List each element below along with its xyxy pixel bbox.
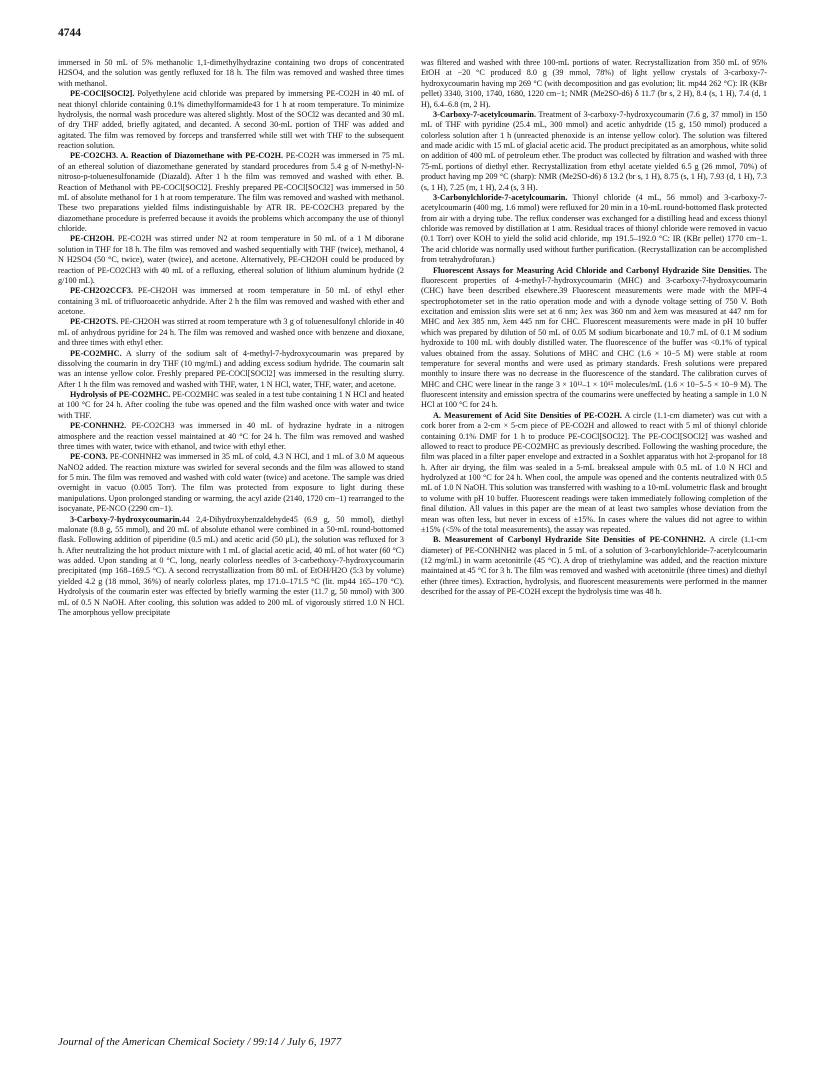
section-heading: 3-Carbonylchloride-7-acetylcoumarin. xyxy=(433,192,568,202)
paragraph xyxy=(58,317,404,348)
section-heading: PE-CH2OTS. xyxy=(70,317,118,327)
paragraph-text: PE-CO2CH3 was immersed in 40 mL of hydrazine hydrate in a nitrogen atmosphere and the reaction vessel maintained at 40 °C for 24 h. The film was removed and washed three times with water, twice with ethanol, and twice with ethyl ether. xyxy=(58,421,404,451)
section-heading: Fluorescent Assays for Measuring Acid Chloride and Carbonyl Hydrazide Site Densities. xyxy=(433,265,752,275)
section-heading: 3-Carboxy-7-hydroxycoumarin. xyxy=(70,514,182,524)
right-column xyxy=(421,58,767,598)
paragraph-text: PE-CO2MHC was sealed in a test tube containing 1 N HCl and heated at 100 °C for 24 h. After cooling the tube was opened and the film washed once with water and twice with THF. xyxy=(58,390,404,420)
paragraph xyxy=(58,515,404,619)
paragraph-text: PE-CO2H was stirred under N2 at room temperature in 50 mL of a 1 M diborane solution in THF for 18 h. The film was removed and washed sequentially with THF (twice), methanol, 4 N H2SO4 (50 °C, twice), water (twice), and acetone. Alternatively, PE-CH2OH could be produced by reaction of PE-CO2CH3 with 40 mL of a refluxing, ethereal solution of lithium aluminum hydride (2 g/100 mL). xyxy=(58,234,404,285)
paragraph xyxy=(421,266,767,411)
paragraph-text: A slurry of the sodium salt of 4-methyl-7-hydroxycoumarin was prepared by dissolving the coumarin in dry THF (10 mg/mL) and adding excess sodium hydride. The coumarin salt was an intense yellow color. Freshly prepared PE-COCl[SOCl2] was immersed in the resulting slurry. After 1 h the film was removed and washed with THF, water, 1 N HCl, water, THF, water, and acetone. xyxy=(58,348,404,389)
paragraph-text: Thionyl chloride (4 mL, 56 mmol) and 3-carboxy-7-acetylcoumarin (400 mg, 1.6 mmol) were refluxed for 20 min in a 10-mL round-bottomed flask protected from air with a drying tube. The reflux condenser was exchanged for a distilling head and excess thionyl chloride was removed by distillation at 1 atm. Residual traces of thionyl chloride were removed in vacuo (0.1 Torr) over KOH to yield the solid acid chloride, mp 191.5–192.0 °C: IR (KBr pellet) 1770 cm−1. The acid chloride was normally used without further purification. (Recrystallization can be accomplished from tetrahydrofuran.) xyxy=(421,192,767,265)
section-heading: Hydrolysis of PE-CO2MHC. xyxy=(70,390,171,399)
section-heading: B. Measurement of Carbonyl Hydrazide Site Densities of PE-CONHNH2. xyxy=(433,535,706,545)
paragraph-text: 44 2,4-Dihydroxybenzaldehyde45 (6.9 g, 50 mmol), diethyl malonate (8.8 g, 55 mmol), and 20 mL of absolute ethanol were combined in a 50-mL round-bottomed flask. Following addition of piperidine (0.5 mL) and acetic acid (50 μL), the solution was refluxed for 3 h. After neutralizing the hot product mixture with 1 mL of glacial acetic acid, 40 mL of hot water (60 °C) was added. Upon standing at 0 °C, long, nearly colorless needles of 3-carbethoxy-7-hydroxycoumarin precipitated (mp 168–169.5 °C). A second recrystallization from 80 mL of EtOH/H2O (5:3 by volume) yielded 4.2 g (18 mmol, 36%) of nearly colorless plates, mp 171.0–171.5 °C (lit. mp44 165–170 °C). Hydrolysis of the coumarin ester was effected by briefly warming the ester (11.7 g, 50 mmol) with 300 mL of 0.5 N NaOH. After cooling, this solution was added to 200 mL of vigorously stirred 1.0 N HCl. The amorphous yellow precipitate xyxy=(58,514,404,617)
paragraph-text: Polyethylene acid chloride was prepared by immersing PE-CO2H in 40 mL of neat thionyl chloride containing 0.1% dimethylformamide43 for 1 h at room temperature. To minimize hydrolysis, the normal wash procedure was altered slightly. Most of the SOCl2 was decanted and 30 mL of dry THF added, briefly agitated, and decanted. A second 30-mL portion of THF was added and agitated. The film was removed by forceps and transferred while still wet with THF to the subsequent reaction solution. xyxy=(58,89,404,150)
paragraph xyxy=(421,411,767,536)
paragraph xyxy=(58,151,404,234)
section-heading: PE-CO2CH3. A. Reaction of Diazomethane with PE-CO2H. xyxy=(70,151,284,161)
paragraph xyxy=(421,193,767,266)
paragraph xyxy=(58,349,404,391)
paragraph xyxy=(421,58,767,110)
paragraph xyxy=(421,110,767,193)
paragraph-text: PE-CH2OH was immersed at room temperature in 50 mL of ethyl ether containing 3 mL of trifluoroacetic anhydride. After 2 h the film was removed and washed with ether and acetone. xyxy=(58,286,404,316)
paragraph-text: immersed in 50 mL of 5% methanolic 1,1-dimethylhydrazine containing two drops of concentrated H2SO4, and the solution was gently refluxed for 18 h. The film was removed and washed three times with methanol. xyxy=(58,58,404,88)
paragraph xyxy=(58,421,404,452)
section-heading: PE-CONHNH2. xyxy=(70,421,127,431)
paragraph-text: PE-CO2H was immersed in 75 mL of an ethereal solution of diazomethane generated by standard procedures from 5.4 g of N-methyl-N-nitroso-p-toluenesulfonamide (Diazald). After 1 h the film was removed and washed with ether. B. Reaction of Methanol with PE-COCl[SOCl2]. Freshly prepared PE-COCl[SOCl2] was immersed in 50 mL of absolute methanol for 1 h at room temperature. The film was removed and washed with methanol. These two preparations yielded films indistinguishable by ATR IR. PE-CO2CH3 prepared by the diazomethane procedure is preferred because it avoids the problems which accompany the use of thionyl chloride. xyxy=(58,151,404,233)
section-heading: PE-CH2O2CCF3. xyxy=(70,286,133,296)
journal-footer: Journal of the American Chemical Society / 99:14 / July 6, 1977 xyxy=(58,1036,342,1048)
paragraph-text: was filtered and washed with three 100-mL portions of water. Recrystallization from 350 mL of 95% EtOH at −20 °C produced 8.0 g (39 mmol, 78%) of light yellow crystals of 3-carboxy-7-hydroxycoumarin having mp 269 °C (with decomposition and gas evolution; lit. mp44 262 °C): IR (KBr pellet) 3340, 3100, 1740, 1680, 1220 cm−1; NMR (Me2SO-d6) δ 11.7 (br s, 2 H), 8.4 (s, 1 H), 7.4 (d, 1 H), 6.4–6.8 (m, 2 H). xyxy=(421,58,767,109)
paragraph-text: PE-CH2OH was stirred at room temperature wth 3 g of toluenesulfonyl chloride in 40 mL of anhydrous pyridine for 24 h. The film was removed and washed once with benzene and dioxane, and three times with ethyl ether. xyxy=(58,317,404,348)
paragraph xyxy=(58,89,404,151)
section-heading: 3-Carboxy-7-acetylcoumarin. xyxy=(433,109,537,119)
section-heading: PE-CO2MHC. xyxy=(70,348,122,358)
paragraph-text: A circle (1.1-cm diameter) of PE-CONHNH2 was placed in 5 mL of a solution of 3-carbonylchloride-7-acetylcoumarin (12 mg/mL) in warm acetonitrile (45 °C). A drop of triethylamine was added, and the reaction mixture maintained at 45 °C for 3 h. The film was removed and washed with acetonitrile (three times) and diethyl ether (three times). Extraction, hydrolysis, and fluorescent measurements were performed in the manner described for the assay of PE-CO2H except the hydrolysis time was 48 h. xyxy=(421,535,767,597)
section-heading: PE-COCl[SOCl2]. xyxy=(70,89,135,99)
paragraph xyxy=(421,535,767,597)
paragraph xyxy=(58,390,404,421)
paragraph-text: A circle (1.1-cm diameter) was cut with a cork borer from a 2-cm × 5-cm piece of PE-CO2H and allowed to react with 5 ml of thionyl chloride containing 0.1% DMF for 1 h to produce PE-COCl[SOCl2]. The PE-COCl[SOCl2] was washed and allowed to react to produce PE-CO2MHC as previously described. Following the washing procedure, the film was placed in a filter paper envelope and extracted in a Soxhlet apparatus with hot 2-propanol for 18 h. After air drying, the film was sealed in a 5-mL breakseal ampule with 0.5 mL of 1.0 N HCl and hydrolyzed at 100 °C for 24 h. When cool, the ampule was opened and the contents neutralized with 0.5 mL of 1.0 N NaOH. This solution was transferred with washing to a 10-mL volumetric flask and brought to volume with pH 10 buffer. Fluorescent readings were taken immediately following completion of the final dilution. All values in this paper are the mean of at least two samples whose deviation from the mean was often less, but never in excess of ±15%. In cases where the values did not agree to within ±15% (<5% of the total measurements), the assay was repeated. xyxy=(421,410,767,534)
paragraph-text: PE-CONHNH2 was immersed in 35 mL of cold, 4.3 N HCl, and 1 mL of 3.0 M aqueous NaNO2 added. The reaction mixture was swirled for several seconds and the film was allowed to stand for 5 min. The film was removed and washed with cold water (twice) and acetone. The sample was dried overnight in vacuo (0.005 Torr). The film was protected from exposure to light during these manipulations. Upon prolonged standing or warming, the acyl azide (2140, 1720 cm−1) rearranged to the isocyanate, PE-NCO (2290 cm−1). xyxy=(58,452,404,514)
paragraph-text: Treatment of 3-carboxy-7-hydroxycoumarin (7.6 g, 37 mmol) in 150 mL of THF with pyridine (25.4 mL, 300 mmol) and acetic anhydride (15 g, 150 mmol) produced a colorless solution after 1 h (unreacted phenoxide is an intense yellow color). The solution was filtered and made acidic with 15 mL of glacial acetic acid. The product precipitated as an amorphous, white solid on addition of 400 mL of petroleum ether. The product was collected by filtration and washed with three 75-mL portions of diethyl ether. Recrystallization from ethyl acetate yielded 6.5 g (26 mmol, 70%) of product having mp 209 °C (sharp): NMR (Me2SO-d6) δ 13.2 (br s, 1 H), 8.75 (s, 1 H), 7.93 (d, 1 H), 7.3 (s, 1 H), 7.25 (m, 1 H), 2.4 (s, 3 H). xyxy=(421,109,767,192)
paragraph xyxy=(58,234,404,286)
paragraph-text: The fluorescent properties of 4-methyl-7-hydroxycoumarin (MHC) and 3-carboxy-7-hydroxycoumarin (CHC) have been described elsewhere.39 Fluorescent measurements were made with the MPF-4 spectrophotometer set in the ratio operation mode and with a dynode voltage setting of 750 V. Both excitation and emission slits were set at 6 nm; λex was 360 nm and λem was measured at 447 nm for MHC and λex 385 nm, λem 445 nm for CHC. Fluorescent measurements were made in pH 10 buffer which was prepared by dilution of 50 mL of 0.05 M sodium bicarbonate and 10.7 mL of 0.1 M sodium hydroxide to 100 mL with doubly distilled water. The fluorescence of the buffer was <0.1% of typical values obtained from the assay. Solutions of MHC and CHC (1.6 × 10−5 M) were stable at room temperature for several months and were used as primary standards. Fresh solutions were prepared monthly to insure there was no decrease in the fluorescence of the standard. The calibration curves of MHC and CHC were linear in the range 3 × 10¹²–1 × 10¹⁵ molecules/mL (1.6 × 10−5–5 × 10−9 M). The fluorescent intensity and emission spectra of the coumarins were uneffected by heating a sample in 1.0 N HCl at 100 °C for 24 h. xyxy=(421,265,767,410)
section-heading: PE-CON3. xyxy=(70,452,108,462)
paragraph xyxy=(58,58,404,89)
paragraph xyxy=(58,286,404,317)
paragraph xyxy=(58,452,404,514)
section-heading: PE-CH2OH. xyxy=(70,234,115,244)
section-heading: A. Measurement of Acid Site Densities of PE-CO2H. xyxy=(433,410,622,420)
page-number: 4744 xyxy=(58,27,81,39)
left-column xyxy=(58,58,404,618)
